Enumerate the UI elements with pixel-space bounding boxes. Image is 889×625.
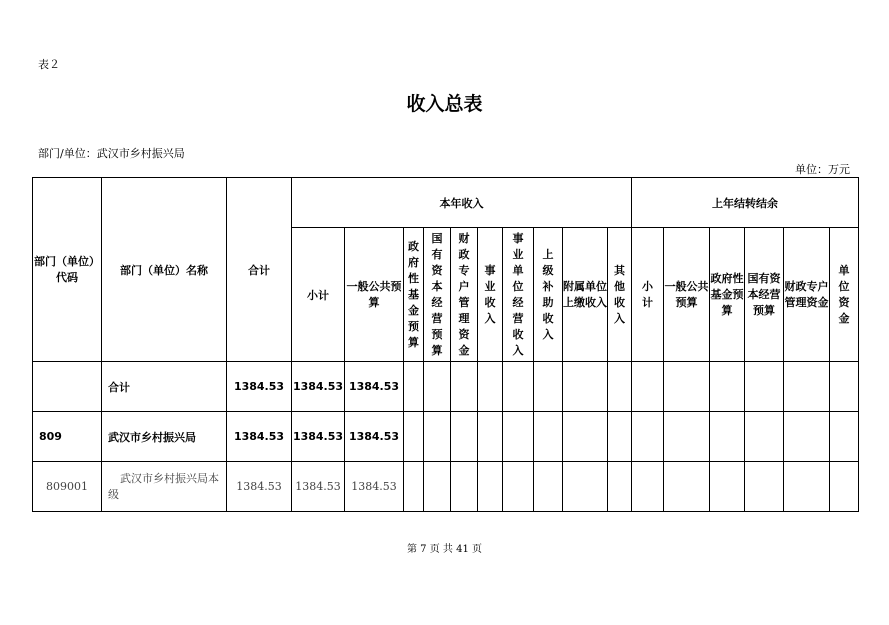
page-footer: 第 7 页 共 41 页 bbox=[407, 544, 482, 555]
row-name: 合计 bbox=[102, 362, 227, 412]
row-subtotal: 1384.53 bbox=[292, 462, 345, 512]
row-name: 武汉市乡村振兴局本级 bbox=[102, 462, 227, 512]
header-cy-business: 事业收入 bbox=[484, 263, 496, 325]
table-row bbox=[33, 362, 859, 412]
table-row bbox=[33, 412, 859, 462]
header-cy-subtotal: 小计 bbox=[292, 228, 345, 362]
row-general: 1384.53 bbox=[345, 462, 404, 512]
header-cy-special: 财政专户管理资金 bbox=[458, 231, 470, 357]
table-number: 表２ bbox=[38, 58, 60, 71]
header-cy-state-capital: 国有资本经营预算 bbox=[431, 231, 443, 357]
header-co-special: 财政专户管理资金 bbox=[784, 228, 830, 362]
header-cy-general: 一般公共预算 bbox=[345, 228, 404, 362]
row-code: 809 bbox=[33, 412, 102, 462]
row-subtotal: 1384.53 bbox=[292, 362, 345, 412]
header-co-subtotal: 小计 bbox=[642, 279, 653, 309]
page-title: 收入总表 bbox=[406, 93, 483, 115]
header-co-general: 一般公共预算 bbox=[664, 228, 710, 362]
header-carryover: 上年结转结余 bbox=[632, 178, 859, 228]
row-code bbox=[33, 362, 102, 412]
row-total: 1384.53 bbox=[227, 412, 292, 462]
row-total: 1384.53 bbox=[227, 462, 292, 512]
header-co-unit-funds: 单位资金 bbox=[838, 263, 850, 325]
table-row bbox=[33, 462, 859, 512]
row-general: 1384.53 bbox=[345, 412, 404, 462]
header-cy-gov-fund: 政府性基金预算 bbox=[408, 239, 419, 349]
row-name: 武汉市乡村振兴局 bbox=[102, 412, 227, 462]
row-general: 1384.53 bbox=[345, 362, 404, 412]
department-label: 部门/单位：武汉市乡村振兴局 bbox=[38, 147, 185, 160]
header-current-year: 本年收入 bbox=[292, 178, 632, 228]
unit-label: 单位：万元 bbox=[795, 163, 850, 176]
header-total: 合计 bbox=[227, 178, 292, 362]
row-subtotal: 1384.53 bbox=[292, 412, 345, 462]
header-cy-subsidy: 上级补助收入 bbox=[542, 247, 554, 341]
header-cy-other: 其他收入 bbox=[614, 263, 625, 325]
header-co-gov-fund: 政府性基金预算 bbox=[710, 228, 745, 362]
header-name: 部门（单位）名称 bbox=[102, 178, 227, 362]
header-cy-operating: 事业单位经营收入 bbox=[512, 231, 524, 357]
income-summary-table bbox=[32, 177, 859, 512]
header-code: 部门（单位）代码 bbox=[33, 178, 102, 362]
header-co-state-capital: 国有资本经营预算 bbox=[745, 228, 784, 362]
header-cy-affiliated: 附属单位上缴收入 bbox=[563, 228, 608, 362]
row-total: 1384.53 bbox=[227, 362, 292, 412]
row-code: 809001 bbox=[33, 462, 102, 512]
